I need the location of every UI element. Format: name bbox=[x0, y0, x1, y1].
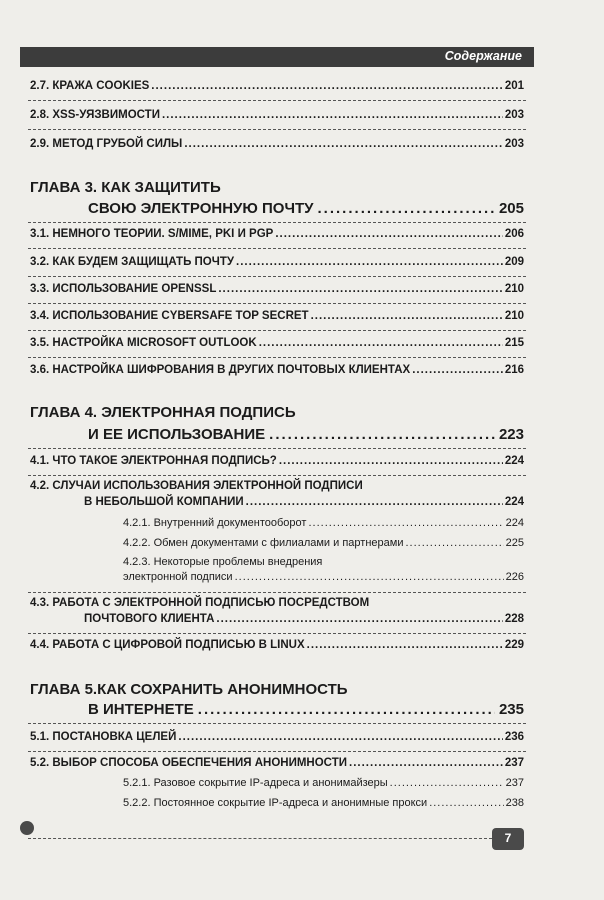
toc-subentry-5-2-2[interactable]: 5.2.2. Постоянное сокрытие IP-адреса и анонимные прокси ..... 238 bbox=[123, 797, 524, 809]
chapter-3-title-line2[interactable]: СВОЮ ЭЛЕКТРОННУЮ ПОЧТУ ..... 205 bbox=[88, 200, 524, 217]
toc-entry-3-5[interactable]: 3.5. НАСТРОЙКА MICROSOFT OUTLOOK ..... 215 bbox=[30, 337, 524, 349]
toc-entry-2-7[interactable]: 2.7. КРАЖА COOKIES ..... 201 bbox=[30, 80, 524, 92]
toc-entry-3-2[interactable]: 3.2. КАК БУДЕМ ЗАЩИЩАТЬ ПОЧТУ ..... 209 bbox=[30, 256, 524, 268]
footer-divider bbox=[28, 838, 492, 839]
toc-entry-2-9[interactable]: 2.9. МЕТОД ГРУБОЙ СИЛЫ ..... 203 bbox=[30, 138, 524, 150]
divider bbox=[28, 100, 526, 101]
divider bbox=[28, 448, 526, 449]
toc-entry-3-6[interactable]: 3.6. НАСТРОЙКА ШИФРОВАНИЯ В ДРУГИХ ПОЧТОВЫХ КЛИЕНТАХ ..... 216 bbox=[30, 364, 524, 376]
toc-entry-4-2-line1[interactable]: 4.2. СЛУЧАИ ИСПОЛЬЗОВАНИЯ ЭЛЕКТРОННОЙ ПОДПИСИ bbox=[30, 480, 363, 492]
toc-entry-4-3[interactable]: ПОЧТОВОГО КЛИЕНТА ..... 228 bbox=[84, 613, 524, 625]
toc-subentry-4-2-2[interactable]: 4.2.2. Обмен документами с филиалами и партнерами ..... 225 bbox=[123, 537, 524, 549]
toc-entry-4-2[interactable]: В НЕБОЛЬШОЙ КОМПАНИИ ..... 224 bbox=[84, 496, 524, 508]
toc-subentry-4-2-3-line1[interactable]: 4.2.3. Некоторые проблемы внедрения bbox=[123, 556, 323, 568]
divider bbox=[28, 475, 526, 476]
divider bbox=[28, 248, 526, 249]
toc-entry-3-4[interactable]: 3.4. ИСПОЛЬЗОВАНИЕ CYBERSAFE TOP SECRET ..... 210 bbox=[30, 310, 524, 322]
divider bbox=[28, 592, 526, 593]
divider bbox=[28, 751, 526, 752]
chapter-4-title-line2[interactable]: И ЕЕ ИСПОЛЬЗОВАНИЕ ..... 223 bbox=[88, 426, 524, 443]
toc-entry-3-3[interactable]: 3.3. ИСПОЛЬЗОВАНИЕ OPENSSL ..... 210 bbox=[30, 283, 524, 295]
divider bbox=[28, 276, 526, 277]
divider bbox=[28, 129, 526, 130]
toc-entry-5-2[interactable]: 5.2. ВЫБОР СПОСОБА ОБЕСПЕЧЕНИЯ АНОНИМНОСТИ ..... 237 bbox=[30, 757, 524, 769]
toc-entry-2-8[interactable]: 2.8. XSS-УЯЗВИМОСТИ ..... 203 bbox=[30, 109, 524, 121]
toc-entry-5-1[interactable]: 5.1. ПОСТАНОВКА ЦЕЛЕЙ ..... 236 bbox=[30, 731, 524, 743]
page-marker-dot bbox=[20, 821, 34, 835]
divider bbox=[28, 303, 526, 304]
chapter-5-title-line2[interactable]: В ИНТЕРНЕТЕ ..... 235 bbox=[88, 701, 524, 718]
toc-subentry-5-2-1[interactable]: 5.2.1. Разовое сокрытие IP-адреса и анонимайзеры ..... 237 bbox=[123, 777, 524, 789]
toc-subentry-4-2-1[interactable]: 4.2.1. Внутренний документооборот ..... 224 bbox=[123, 517, 524, 529]
divider bbox=[28, 330, 526, 331]
divider bbox=[28, 723, 526, 724]
divider bbox=[28, 633, 526, 634]
chapter-3-title-line1[interactable]: ГЛАВА 3. КАК ЗАЩИТИТЬ bbox=[30, 179, 221, 196]
toc-subentry-4-2-3[interactable]: электронной подписи ..... 226 bbox=[123, 571, 524, 583]
toc-entry-4-4[interactable]: 4.4. РАБОТА С ЦИФРОВОЙ ПОДПИСЬЮ В LINUX ..... 229 bbox=[30, 639, 524, 651]
page-number: 7 bbox=[504, 831, 512, 845]
divider bbox=[28, 357, 526, 358]
running-header-title: Содержание bbox=[444, 49, 522, 63]
toc-entry-4-1[interactable]: 4.1. ЧТО ТАКОЕ ЭЛЕКТРОННАЯ ПОДПИСЬ? ..... 224 bbox=[30, 455, 524, 467]
toc-entry-4-3-line1[interactable]: 4.3. РАБОТА С ЭЛЕКТРОННОЙ ПОДПИСЬЮ ПОСРЕДСТВОМ bbox=[30, 597, 370, 609]
chapter-4-title-line1[interactable]: ГЛАВА 4. ЭЛЕКТРОННАЯ ПОДПИСЬ bbox=[30, 404, 296, 421]
divider bbox=[28, 222, 526, 223]
page-number-box bbox=[492, 828, 524, 850]
toc-entry-3-1[interactable]: 3.1. НЕМНОГО ТЕОРИИ. S/MIME, PKI И PGP ..... 206 bbox=[30, 228, 524, 240]
chapter-5-title-line1[interactable]: ГЛАВА 5.КАК СОХРАНИТЬ АНОНИМНОСТЬ bbox=[30, 681, 348, 698]
